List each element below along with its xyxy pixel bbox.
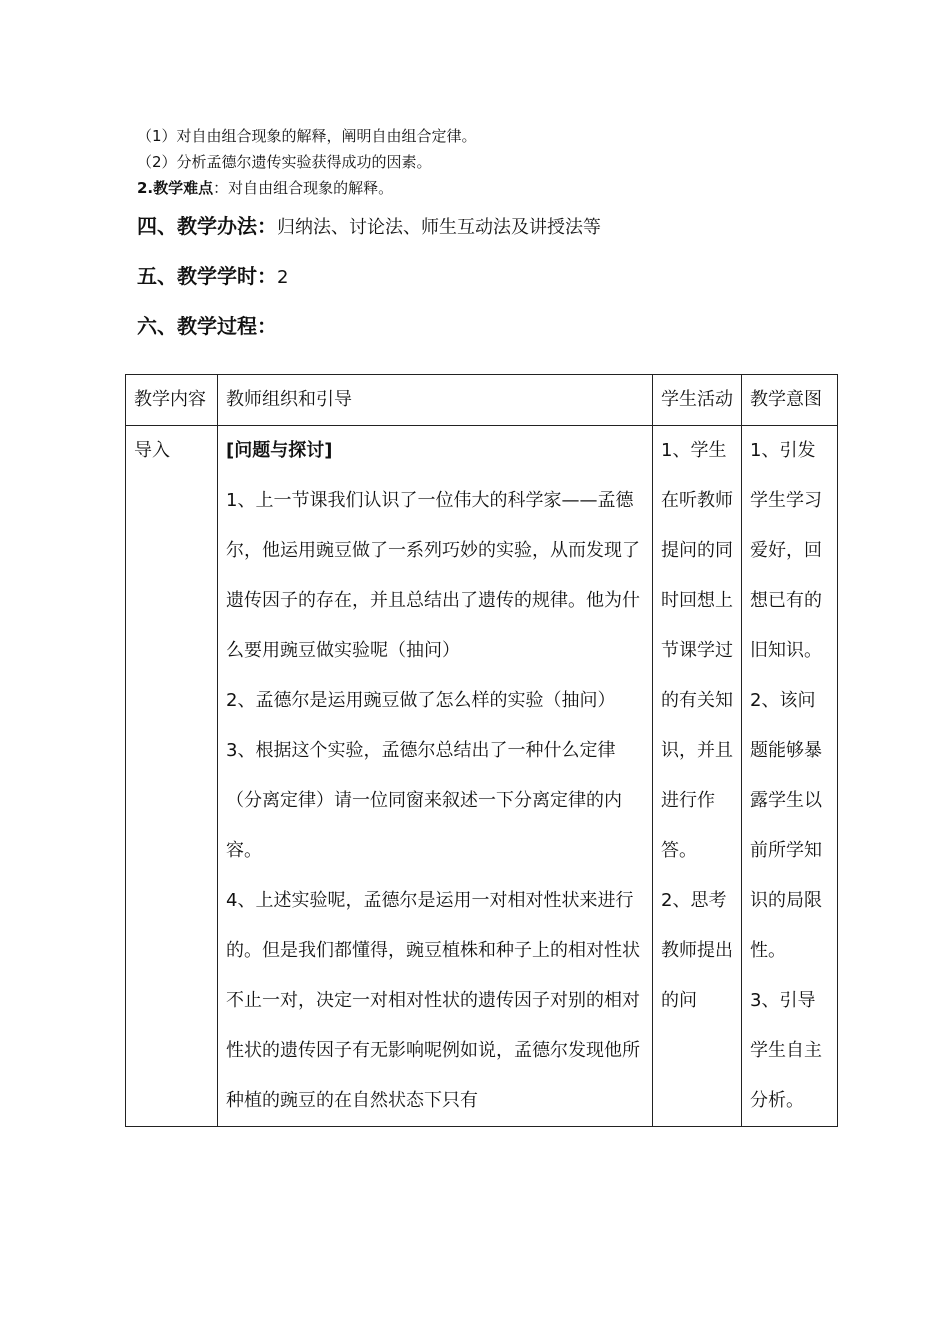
- table-header-row: [126, 375, 838, 426]
- section-hours: [137, 261, 288, 293]
- section-title: 五、教学学时：: [137, 264, 277, 288]
- section-value: 2: [277, 267, 289, 288]
- table-row: [126, 426, 838, 1127]
- header-cell-teacher: 教师组织和引导: [218, 375, 653, 426]
- objective-item-1: （1）对自由组合现象的解释，阐明自由组合定律。: [137, 127, 477, 145]
- intent-paragraph: 1、引发学生学习爱好，回想已有的旧知识。: [750, 440, 822, 661]
- difficulty-text: ：对自由组合现象的解释。: [213, 179, 394, 197]
- student-paragraph: 2、思考教师提出的问: [661, 890, 733, 1011]
- header-cell-intent: 教学意图: [742, 375, 838, 426]
- row-intent-cell: [742, 426, 838, 1127]
- section-process: [137, 311, 277, 343]
- teacher-section-title: [问题与探讨]: [226, 440, 333, 461]
- objective-item-2: （2）分析孟德尔遗传实验获得成功的因素。: [137, 153, 432, 171]
- student-paragraph: 1、学生在听教师提问的同时回想上节课学过的有关知识，并且进行作答。: [661, 440, 733, 861]
- header-cell-student: 学生活动: [653, 375, 742, 426]
- intent-paragraph: 2、该问题能够暴露学生以前所学知识的局限性。: [750, 690, 822, 961]
- teacher-paragraph: 2、孟德尔是运用豌豆做了怎么样的实验（抽问）: [226, 690, 616, 711]
- section-title: 四、教学办法：: [137, 214, 277, 238]
- teaching-process-table: [125, 374, 838, 1127]
- section-methods: [137, 211, 601, 243]
- row-student-cell: [653, 426, 742, 1127]
- teacher-paragraph: 1、上一节课我们认识了一位伟大的科学家——孟德尔，他运用豌豆做了一系列巧妙的实验，从而发现了遗传因子的存在，并且总结出了遗传的规律。他为什么要用豌豆做实验呢（抽问）: [226, 490, 640, 661]
- teacher-paragraph: 4、上述实验呢，孟德尔是运用一对相对性状来进行的。但是我们都懂得，豌豆植株和种子上的相对性状不止一对，决定一对相对性状的遗传因子对别的相对性状的遗传因子有无影响呢例如说，孟德尔发现他所种植的豌豆的在自然状态下只有: [226, 890, 640, 1111]
- header-cell-content: 教学内容: [126, 375, 218, 426]
- section-title: 六、教学过程：: [137, 314, 277, 338]
- difficulty-line: [137, 178, 393, 198]
- row-teacher-cell: [218, 426, 653, 1127]
- section-value: 归纳法、讨论法、师生互动法及讲授法等: [277, 217, 601, 238]
- teacher-paragraph: 3、根据这个实验，孟德尔总结出了一种什么定律（分离定律）请一位同窗来叙述一下分离定律的内容。: [226, 740, 622, 861]
- difficulty-label: 2.教学难点: [137, 179, 214, 197]
- intent-paragraph: 3、引导学生自主分析。: [750, 990, 822, 1111]
- row-content-cell: 导入: [126, 426, 218, 1127]
